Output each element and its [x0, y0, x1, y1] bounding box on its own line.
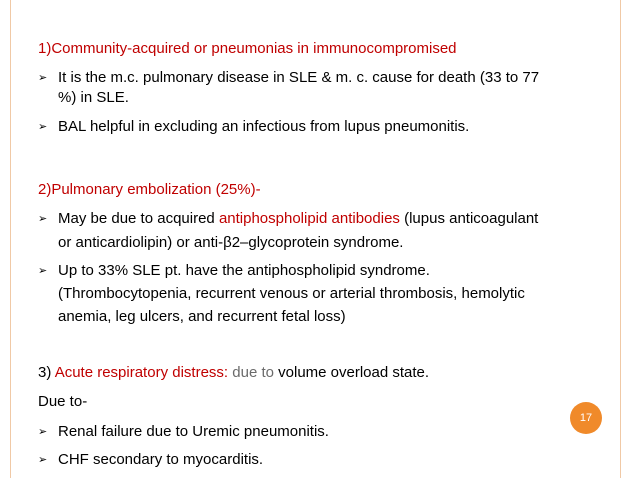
bullet-arrow-icon: ➢: [38, 121, 48, 133]
section2-bullet1-part3: (lupus anticoagulant: [399, 210, 539, 227]
bullet-arrow-icon: ➢: [38, 213, 48, 225]
section2-heading: 2)Pulmonary embolization (25%)-: [38, 181, 261, 198]
section1-heading: 1)Community-acquired or pneumonias in immunocompromised: [38, 40, 457, 57]
section1-bullet1-line2: %) in SLE.: [58, 89, 129, 106]
slide-frame-right-border: [620, 0, 621, 478]
bullet-arrow-icon: ➢: [38, 454, 48, 466]
section2-bullet2-line2: (Thrombocytopenia, recurrent venous or arterial thrombosis, hemolytic: [58, 285, 525, 302]
antiphospholipid-antibodies-highlight: antiphospholipid antibodies: [218, 210, 400, 227]
bullet-arrow-icon: ➢: [38, 265, 48, 277]
section3-due-to: due to: [228, 364, 279, 381]
section3-bullet2: CHF secondary to myocarditis.: [58, 451, 264, 468]
bullet-arrow-icon: ➢: [38, 72, 48, 84]
section1-bullet2: BAL helpful in excluding an infectious from lupus pneumonitis.: [58, 118, 470, 135]
section1-bullet1-line1: It is the m.c. pulmonary disease in SLE & m. c. cause for death (33 to 77: [58, 69, 540, 86]
page-number-badge: 17: [570, 402, 602, 434]
section3-number: 3): [38, 364, 55, 381]
section3-rest: volume overload state.: [278, 364, 430, 381]
slide-frame-left-border: [10, 0, 11, 478]
section2-bullet1-line2: or anticardiolipin) or anti-β2–glycoprotein syndrome.: [58, 234, 404, 251]
bullet-arrow-icon: ➢: [38, 426, 48, 438]
section3-heading: [38, 363, 429, 382]
section2-bullet1-part1: May be due to acquired: [58, 210, 219, 227]
section2-bullet2-line1: Up to 33% SLE pt. have the antiphospholipid syndrome.: [58, 262, 430, 279]
section3-due-to-label: Due to-: [38, 393, 88, 410]
section2-bullet2-line3: anemia, leg ulcers, and recurrent fetal loss): [58, 308, 346, 325]
section3-title: Acute respiratory distress:: [54, 364, 229, 381]
section3-bullet1: Renal failure due to Uremic pneumonitis.: [58, 423, 329, 440]
section2-bullet1-line1: [58, 209, 538, 228]
